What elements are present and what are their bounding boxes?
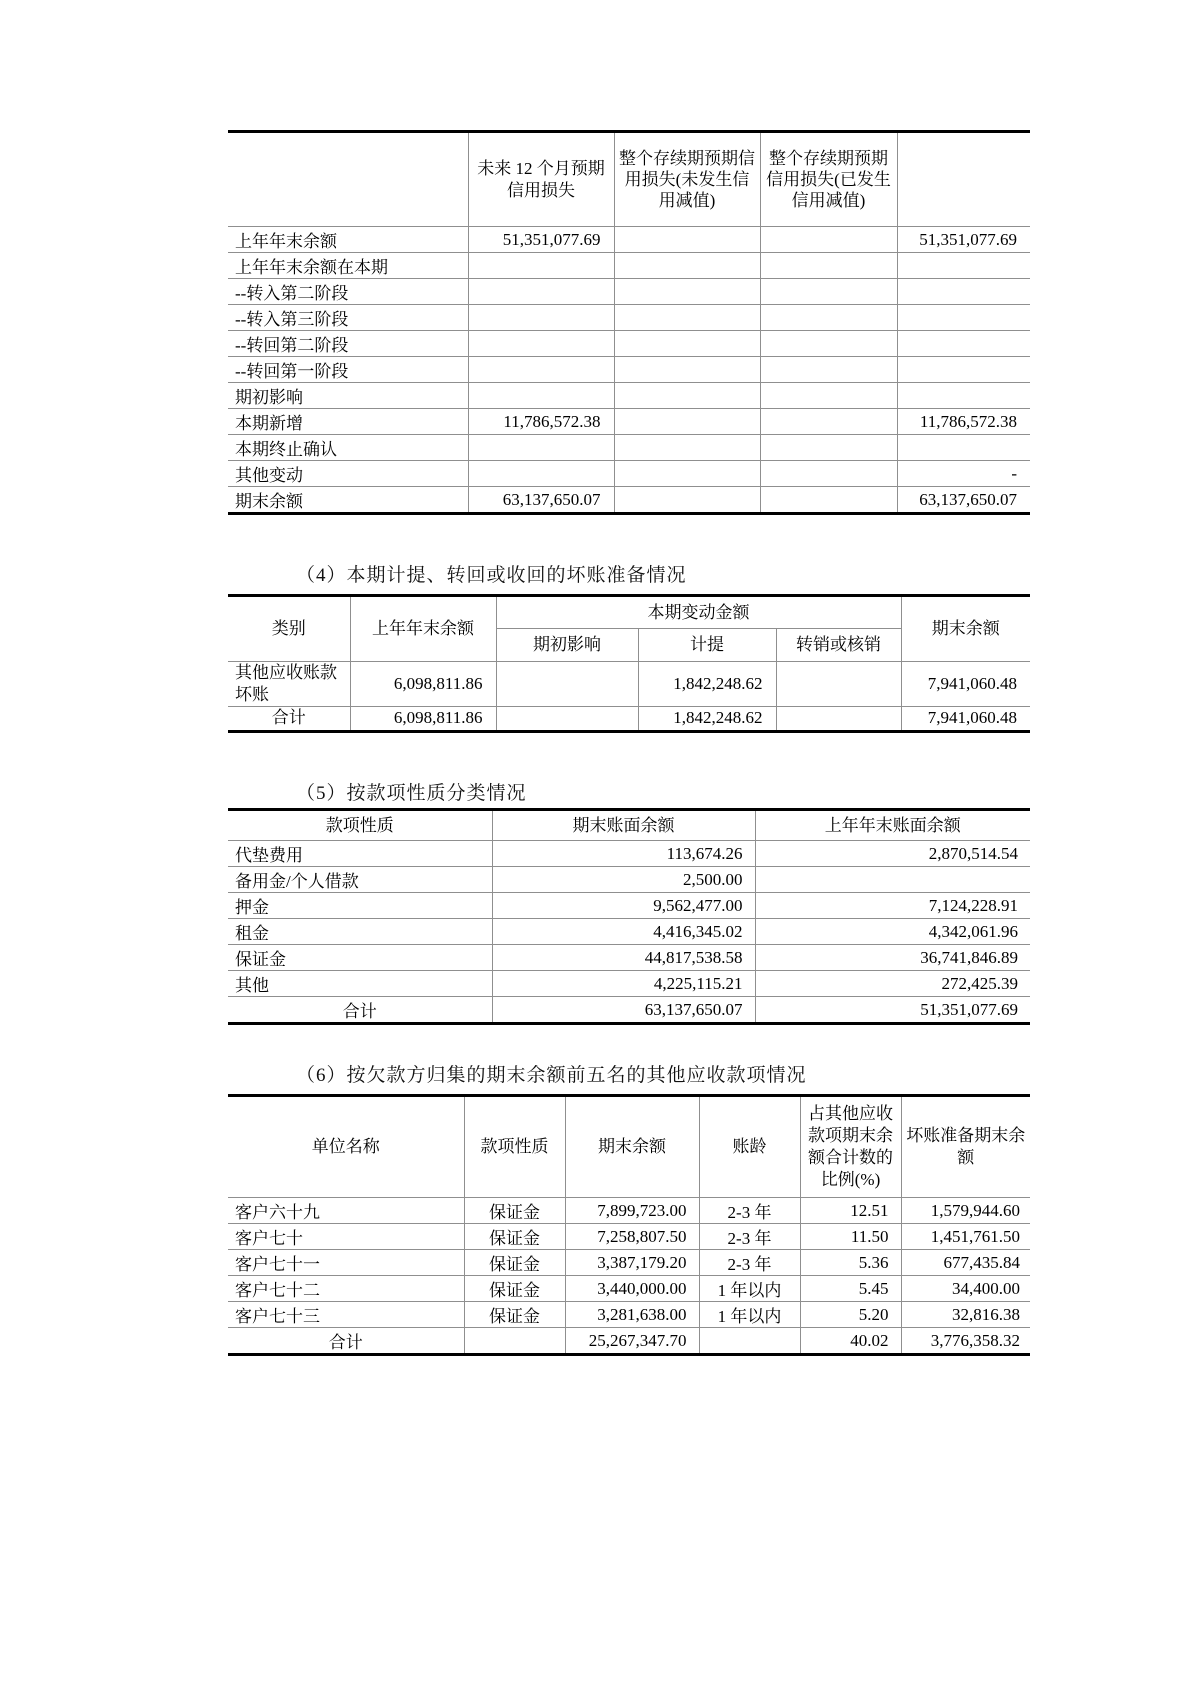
cell [614, 409, 760, 435]
cell: 11,786,572.38 [897, 409, 1030, 435]
cell: 3,776,358.32 [901, 1328, 1030, 1355]
cell [614, 305, 760, 331]
header-cell-entity-name: 单位名称 [228, 1096, 464, 1198]
cell: 3,281,638.00 [565, 1302, 699, 1328]
table-row [228, 461, 1030, 487]
header-cell-opening-impact: 期初影响 [496, 629, 638, 661]
cell: 272,425.39 [755, 971, 1030, 997]
cell: 51,351,077.69 [897, 227, 1030, 253]
stage-matrix-table-wrapper [228, 130, 1030, 515]
cell [468, 305, 614, 331]
cell: 保证金 [228, 945, 492, 971]
cell: 保证金 [464, 1302, 565, 1328]
cell [897, 279, 1030, 305]
table-row [228, 487, 1030, 514]
provision-header [228, 596, 1030, 662]
table-row [228, 1302, 1030, 1328]
cell: 保证金 [464, 1276, 565, 1302]
table-row [228, 331, 1030, 357]
cell [614, 487, 760, 514]
table-row [228, 867, 1030, 893]
provision-table-wrapper [228, 594, 1030, 733]
cell: 11.50 [800, 1224, 901, 1250]
cell: 5.20 [800, 1302, 901, 1328]
cell: 其他变动 [228, 461, 468, 487]
section-title-5: （5）按款项性质分类情况 [296, 783, 527, 804]
cell [464, 1328, 565, 1355]
cell [760, 435, 897, 461]
cell: 11,786,572.38 [468, 409, 614, 435]
header-cell-category: 类别 [228, 596, 350, 662]
cell: 2,500.00 [492, 867, 755, 893]
cell: 51,351,077.69 [755, 997, 1030, 1024]
cell: 36,741,846.89 [755, 945, 1030, 971]
cell: 客户六十九 [228, 1198, 464, 1224]
cell: 押金 [228, 893, 492, 919]
cell: 2-3 年 [699, 1250, 800, 1276]
cell: 其他 [228, 971, 492, 997]
table-row [228, 435, 1030, 461]
cell: 2-3 年 [699, 1198, 800, 1224]
cell: 客户七十二 [228, 1276, 464, 1302]
header-cell-aging: 账龄 [699, 1096, 800, 1198]
top-five-table [228, 1094, 1030, 1356]
top-five-table-wrapper [228, 1094, 1030, 1356]
cell: 7,941,060.48 [901, 706, 1030, 731]
header-cell-next12m: 未来 12 个月预期信用损失 [468, 132, 614, 227]
cell [614, 331, 760, 357]
cell: 保证金 [464, 1250, 565, 1276]
cell: 代垫费用 [228, 841, 492, 867]
header-cell-prev-year-end: 上年年末余额 [350, 596, 496, 662]
nature-table-wrapper [228, 808, 1030, 1025]
cell [614, 253, 760, 279]
table-row [228, 1276, 1030, 1302]
cell: 上年年末余额在本期 [228, 253, 468, 279]
header-cell-nature-of-payment: 款项性质 [464, 1096, 565, 1198]
cell: 6,098,811.86 [350, 706, 496, 731]
cell [699, 1328, 800, 1355]
cell: 7,941,060.48 [901, 661, 1030, 706]
cell: 9,562,477.00 [492, 893, 755, 919]
cell: 2,870,514.54 [755, 841, 1030, 867]
cell: 合计 [228, 1328, 464, 1355]
cell: 租金 [228, 919, 492, 945]
header-cell-writeoff: 转销或核销 [776, 629, 901, 661]
table-row [228, 997, 1030, 1024]
section-title-6: （6）按欠款方归集的期末余额前五名的其他应收款项情况 [296, 1065, 807, 1086]
cell [614, 435, 760, 461]
cell: 5.36 [800, 1250, 901, 1276]
top-five-body [228, 1198, 1030, 1355]
cell [897, 383, 1030, 409]
header-cell-nature: 款项性质 [228, 810, 492, 841]
header-cell-bad-debt-ending: 坏账准备期末余额 [901, 1096, 1030, 1198]
table-row [228, 383, 1030, 409]
header-cell-prev-book-balance: 上年年末账面余额 [755, 810, 1030, 841]
provision-table [228, 594, 1030, 733]
cell [760, 253, 897, 279]
cell: 保证金 [464, 1198, 565, 1224]
header-cell-lifetime-impaired: 整个存续期预期信用损失(已发生信用减值) [760, 132, 897, 227]
cell: - [897, 461, 1030, 487]
cell [468, 331, 614, 357]
cell: 本期终止确认 [228, 435, 468, 461]
cell: 客户七十三 [228, 1302, 464, 1328]
table-row [228, 919, 1030, 945]
table-row [228, 706, 1030, 731]
cell: 合计 [228, 997, 492, 1024]
cell [897, 357, 1030, 383]
cell: 4,416,345.02 [492, 919, 755, 945]
table-row [228, 661, 1030, 706]
cell [776, 661, 901, 706]
cell [614, 227, 760, 253]
cell [468, 383, 614, 409]
nature-table [228, 808, 1030, 1025]
header-cell-blank-total [897, 132, 1030, 227]
header-cell-ending-balance: 期末余额 [565, 1096, 699, 1198]
cell: 客户七十 [228, 1224, 464, 1250]
table-row [228, 279, 1030, 305]
table-row [228, 409, 1030, 435]
cell [776, 706, 901, 731]
cell: --转回第一阶段 [228, 357, 468, 383]
cell: 7,124,228.91 [755, 893, 1030, 919]
cell: 7,258,807.50 [565, 1224, 699, 1250]
cell [897, 331, 1030, 357]
cell [760, 461, 897, 487]
cell: 3,387,179.20 [565, 1250, 699, 1276]
cell: 25,267,347.70 [565, 1328, 699, 1355]
cell: 677,435.84 [901, 1250, 1030, 1276]
cell: 1,842,248.62 [638, 661, 776, 706]
table-row [228, 253, 1030, 279]
cell: 44,817,538.58 [492, 945, 755, 971]
cell: 上年年末余额 [228, 227, 468, 253]
cell: 4,225,115.21 [492, 971, 755, 997]
top-five-header [228, 1096, 1030, 1198]
table-row [228, 1198, 1030, 1224]
cell: 1 年以内 [699, 1302, 800, 1328]
cell [468, 461, 614, 487]
cell: 32,816.38 [901, 1302, 1030, 1328]
stage-matrix-table [228, 130, 1030, 515]
cell: 63,137,650.07 [897, 487, 1030, 514]
cell: 1,842,248.62 [638, 706, 776, 731]
cell: 期初影响 [228, 383, 468, 409]
cell [496, 706, 638, 731]
cell: 客户七十一 [228, 1250, 464, 1276]
cell [897, 435, 1030, 461]
section-title-4: （4）本期计提、转回或收回的坏账准备情况 [296, 565, 687, 586]
cell [468, 279, 614, 305]
cell: 4,342,061.96 [755, 919, 1030, 945]
cell: 3,440,000.00 [565, 1276, 699, 1302]
cell [897, 305, 1030, 331]
cell [614, 461, 760, 487]
header-cell-accrual: 计提 [638, 629, 776, 661]
table-row [228, 971, 1030, 997]
cell [614, 357, 760, 383]
cell: 合计 [228, 706, 350, 731]
cell [755, 867, 1030, 893]
table-row [228, 841, 1030, 867]
cell: 6,098,811.86 [350, 661, 496, 706]
table-row [228, 893, 1030, 919]
table-row [228, 227, 1030, 253]
cell [760, 409, 897, 435]
cell [760, 305, 897, 331]
table-row [228, 1250, 1030, 1276]
cell [468, 253, 614, 279]
cell [496, 661, 638, 706]
cell [614, 279, 760, 305]
provision-body [228, 661, 1030, 731]
header-cell-blank [228, 132, 468, 227]
cell: 7,899,723.00 [565, 1198, 699, 1224]
cell: 34,400.00 [901, 1276, 1030, 1302]
stage-matrix-body [228, 227, 1030, 514]
cell [760, 357, 897, 383]
cell: 期末余额 [228, 487, 468, 514]
nature-body [228, 841, 1030, 1024]
table-row [228, 1224, 1030, 1250]
cell [760, 487, 897, 514]
header-cell-period-end: 期末余额 [901, 596, 1030, 662]
nature-header [228, 810, 1030, 841]
cell [760, 331, 897, 357]
cell [468, 357, 614, 383]
cell: 备用金/个人借款 [228, 867, 492, 893]
cell [760, 383, 897, 409]
cell: 1,579,944.60 [901, 1198, 1030, 1224]
cell: 12.51 [800, 1198, 901, 1224]
cell: 1 年以内 [699, 1276, 800, 1302]
table-row [228, 945, 1030, 971]
table-row [228, 305, 1030, 331]
header-cell-lifetime-not-impaired: 整个存续期预期信用损失(未发生信用减值) [614, 132, 760, 227]
cell: --转入第三阶段 [228, 305, 468, 331]
cell: 51,351,077.69 [468, 227, 614, 253]
table-row [228, 1328, 1030, 1355]
cell: 2-3 年 [699, 1224, 800, 1250]
stage-matrix-header [228, 132, 1030, 227]
cell [760, 279, 897, 305]
cell: 63,137,650.07 [468, 487, 614, 514]
cell: 40.02 [800, 1328, 901, 1355]
cell: 本期新增 [228, 409, 468, 435]
cell [760, 227, 897, 253]
cell: --转回第二阶段 [228, 331, 468, 357]
header-cell-ratio: 占其他应收款项期末余额合计数的比例(%) [800, 1096, 901, 1198]
cell: 保证金 [464, 1224, 565, 1250]
header-cell-ending-book-balance: 期末账面余额 [492, 810, 755, 841]
cell [468, 435, 614, 461]
header-cell-change-group: 本期变动金额 [496, 596, 901, 629]
cell [614, 383, 760, 409]
cell: 其他应收账款坏账 [228, 661, 350, 706]
table-row [228, 357, 1030, 383]
cell: 1,451,761.50 [901, 1224, 1030, 1250]
cell: 113,674.26 [492, 841, 755, 867]
cell: 5.45 [800, 1276, 901, 1302]
cell: --转入第二阶段 [228, 279, 468, 305]
cell [897, 253, 1030, 279]
cell: 63,137,650.07 [492, 997, 755, 1024]
